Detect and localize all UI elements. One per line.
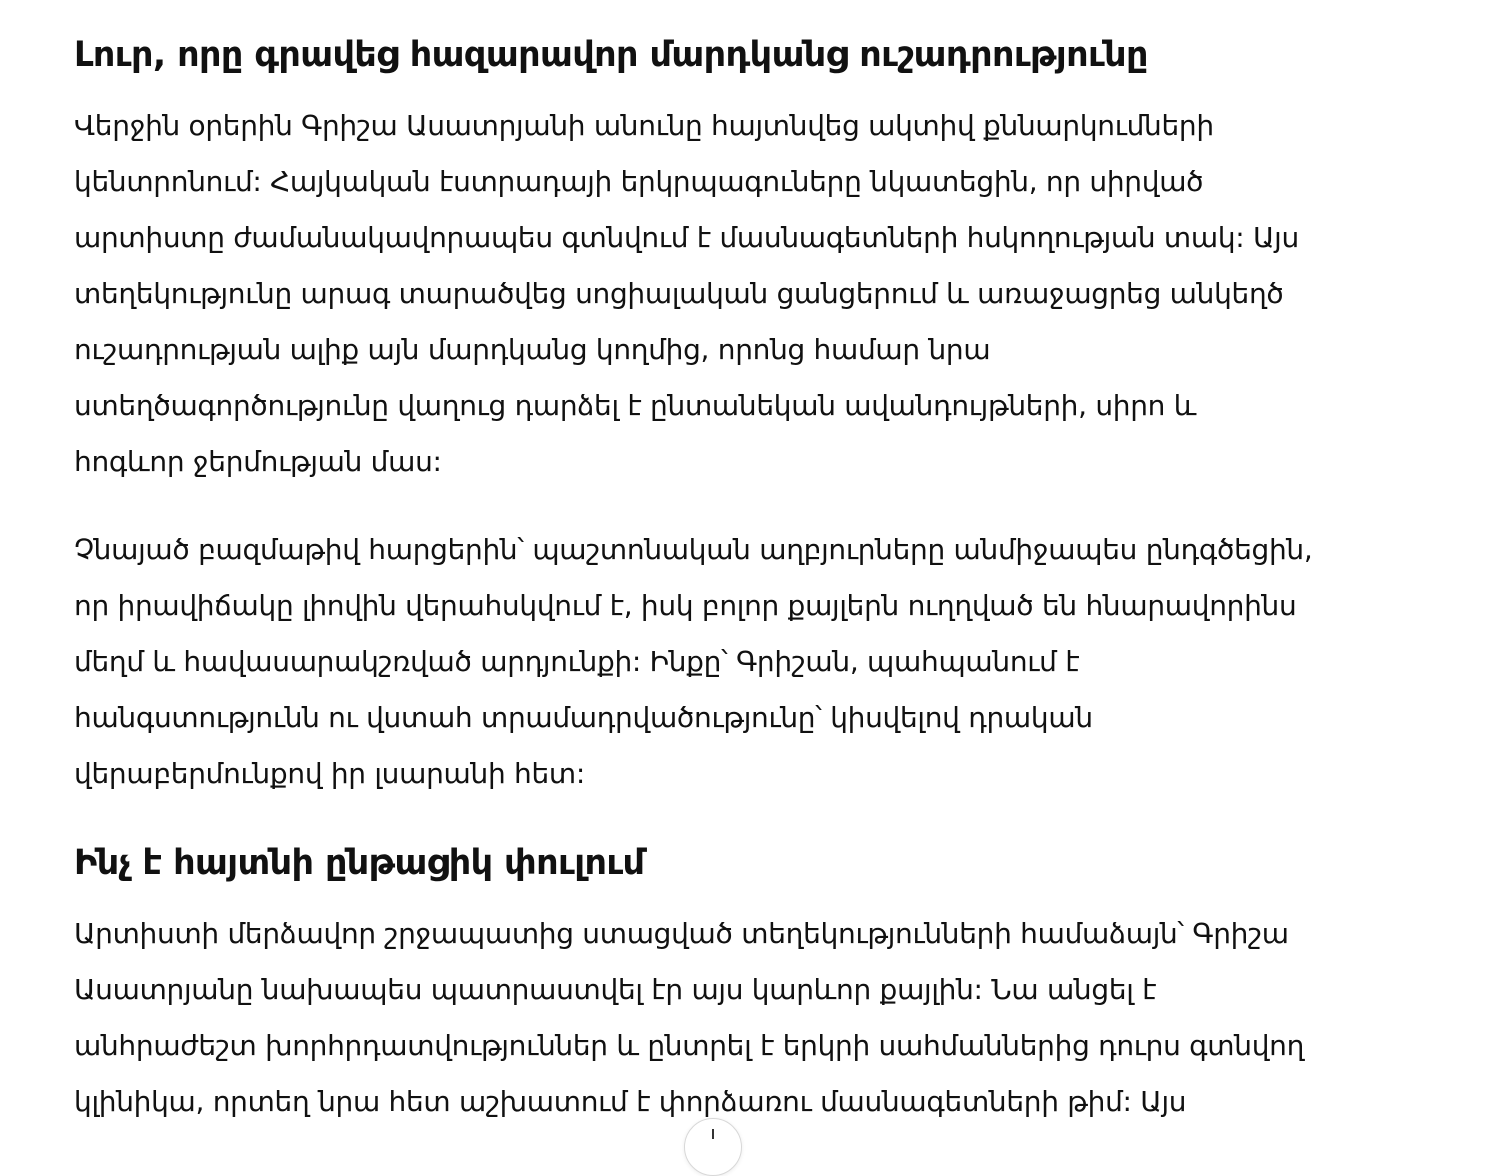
article-paragraph: Արտիստի մերձավոր շրջապատից ստացված տեղեկությունների համաձայն՝ Գրիշա Ասատրյանը նախապես պատրաստվել էր այս կարևոր քայլին: Նա անցել է անհրաժեշտ խորհրդատվություններ և ընտրել է երկրի սահմաններից դուրս գտնվող կլինիկա, որտեղ նրա հետ աշխատում է փորձառու մասնագետների թիմ: Այս	[74, 917, 1305, 1118]
article-paragraph: Չնայած բազմաթիվ հարցերին՝ պաշտոնական աղբյուրները անմիջապես ընդգծեցին, որ իրավիճակը լիովին վերահսկվում է, իսկ բոլոր քայլերն ուղղված են հնարավորինս մեղմ և հավասարակշռված արդյունքի: Ինքը՝ Գրիշան, պահպանում է հանգստությունն ու վստահ տրամադրվածությունը՝ կիսվելով դրական վերաբերմունքով իր լսարանի հետ:	[74, 533, 1313, 790]
article-paragraph: Վերջին օրերին Գրիշա Ասատրյանի անունը հայտնվեց ակտիվ քննարկումների կենտրոնում: Հայկական էստրադայի երկրպագուները նկատեցին, որ սիրված արտիստը ժամանակավորապես գտնվում է մասնագետների հսկողության տակ: Այս տեղեկությունը արագ տարածվեց սոցիալական ցանցերում և առաջացրեց անկեղծ ուշադրության ալիք այն մարդկանց կողմից, որոնց համար նրա ստեղծագործությունը վաղուց դարձել է ընտանեկան ավանդույթների, սիրո և հոգևոր ջերմության մաս:	[74, 109, 1299, 478]
article-subheading: Ինչ է հայտնի ընթացիկ փուլում	[74, 843, 645, 883]
scroll-down-button[interactable]	[684, 1118, 742, 1176]
article-heading: Լուր, որը գրավեց հազարավոր մարդկանց ուշադրությունը	[74, 35, 1148, 75]
arrow-down-icon	[712, 1129, 714, 1139]
